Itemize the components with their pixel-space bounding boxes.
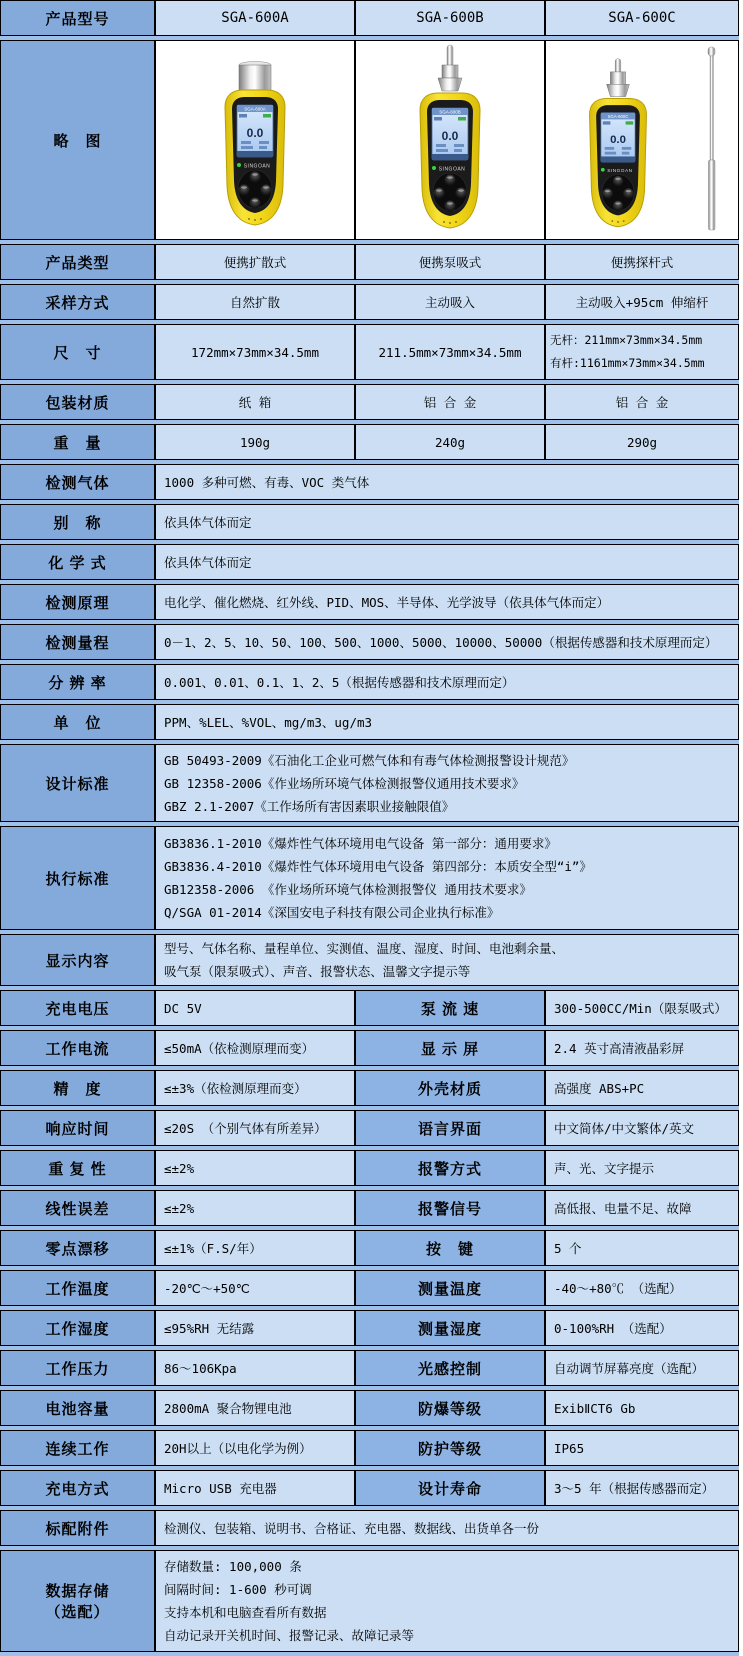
spec-value: 铝 合 金 bbox=[545, 384, 739, 420]
sensor-cap bbox=[239, 65, 271, 91]
screen-model-label: SGA-600C bbox=[607, 113, 629, 119]
spec-line: Q/SGA 01-2014《深国安电子科技有限公司企业执行标准》 bbox=[164, 905, 500, 920]
spec-value: 0-100%RH （选配） bbox=[545, 1310, 739, 1346]
row-label: 零点漂移 bbox=[0, 1230, 155, 1266]
spec-value: 20H以上（以电化学为例） bbox=[155, 1430, 355, 1466]
spec-value: ≤95%RH 无结露 bbox=[155, 1310, 355, 1346]
spec-value: ≤50mA（依检测原理而变） bbox=[155, 1030, 355, 1066]
spec-value: 纸 箱 bbox=[155, 384, 355, 420]
table-row bbox=[0, 40, 739, 240]
row-label: 充电方式 bbox=[0, 1470, 155, 1506]
table-row bbox=[0, 1070, 739, 1106]
screen-reading: 0.0 bbox=[246, 126, 264, 140]
spec-value: Micro USB 充电器 bbox=[155, 1470, 355, 1506]
row-label: 测量湿度 bbox=[355, 1310, 545, 1346]
row-label: 线性误差 bbox=[0, 1190, 155, 1226]
row-label: 连续工作 bbox=[0, 1430, 155, 1466]
model-name-c: SGA-600C bbox=[545, 0, 739, 36]
spec-value: ≤±2% bbox=[155, 1190, 355, 1226]
spec-value: ≤±3%（依检测原理而变） bbox=[155, 1070, 355, 1106]
row-label: 响应时间 bbox=[0, 1110, 155, 1146]
spec-value: 电化学、催化燃烧、红外线、PID、MOS、半导体、光学波导（依具体气体而定） bbox=[155, 584, 739, 620]
row-label: 设计标准 bbox=[0, 744, 155, 822]
table-row bbox=[0, 284, 739, 320]
spec-value: ExibⅡCT6 Gb bbox=[545, 1390, 739, 1426]
spec-value: 中文简体/中文繁体/英文 bbox=[545, 1110, 739, 1146]
telescopic-rod bbox=[708, 47, 715, 230]
spec-line: GB3836.1-2010《爆炸性气体环境用电气设备 第一部分：通用要求》 bbox=[164, 836, 557, 851]
table-row bbox=[0, 1430, 739, 1466]
spec-value: 300-500CC/Min（限泵吸式） bbox=[545, 990, 739, 1026]
row-label: 工作压力 bbox=[0, 1350, 155, 1386]
spec-value bbox=[155, 1550, 739, 1652]
spec-line: GB3836.4-2010《爆炸性气体环境用电气设备 第四部分：本质安全型“i”》 bbox=[164, 859, 592, 874]
screen-reading: 0.0 bbox=[441, 129, 459, 143]
row-label-line: 数据存储 bbox=[45, 1583, 110, 1600]
status-led bbox=[601, 168, 605, 172]
row-label: 语言界面 bbox=[355, 1110, 545, 1146]
table-row bbox=[0, 244, 739, 280]
row-label: 略 图 bbox=[0, 40, 155, 240]
spec-value: 2800mA 聚合物锂电池 bbox=[155, 1390, 355, 1426]
row-label: 外壳材质 bbox=[355, 1070, 545, 1106]
spec-value: IP65 bbox=[545, 1430, 739, 1466]
table-row bbox=[0, 1150, 739, 1186]
table-row bbox=[0, 324, 739, 380]
spec-line: GB 50493-2009《石油化工企业可燃气体和有毒气体检测报警设计规范》 bbox=[164, 752, 575, 768]
spec-line: 有杆:1161mm×73mm×34.5mm bbox=[550, 356, 705, 370]
row-label: 检测气体 bbox=[0, 464, 155, 500]
product-image-cell bbox=[355, 40, 545, 240]
screen-reading: 0.0 bbox=[610, 134, 626, 147]
table-row bbox=[0, 1350, 739, 1386]
product-image-cell bbox=[545, 40, 739, 240]
spec-value: -20℃～+50℃ bbox=[155, 1270, 355, 1306]
row-label: 电池容量 bbox=[0, 1390, 155, 1426]
row-label: 包装材质 bbox=[0, 384, 155, 420]
row-label: 工作电流 bbox=[0, 1030, 155, 1066]
table-row bbox=[0, 384, 739, 420]
spec-line: 支持本机和电脑查看所有数据 bbox=[164, 1605, 327, 1620]
row-label: 检测原理 bbox=[0, 584, 155, 620]
row-label: 泵 流 速 bbox=[355, 990, 545, 1026]
table-row bbox=[0, 1470, 739, 1506]
row-label: 标配附件 bbox=[0, 1510, 155, 1546]
row-label: 重 复 性 bbox=[0, 1150, 155, 1186]
spec-value: 便携扩散式 bbox=[155, 244, 355, 280]
spec-line: 无杆：211mm×73mm×34.5mm bbox=[550, 333, 703, 347]
spec-value: 便携泵吸式 bbox=[355, 244, 545, 280]
product-image-cell bbox=[155, 40, 355, 240]
spec-line: GB12358-2006 《作业场所环境气体检测报警仪 通用技术要求》 bbox=[164, 882, 532, 897]
table-row bbox=[0, 990, 739, 1026]
spec-value: 主动吸入 bbox=[355, 284, 545, 320]
table-row bbox=[0, 1510, 739, 1546]
table-row bbox=[0, 1390, 739, 1426]
spec-value: DC 5V bbox=[155, 990, 355, 1026]
row-label: 单 位 bbox=[0, 704, 155, 740]
screen-model-label: SGA-600B bbox=[439, 109, 461, 115]
spec-value: 依具体气体而定 bbox=[155, 544, 739, 580]
spec-value: 主动吸入+95cm 伸缩杆 bbox=[545, 284, 739, 320]
spec-value: 高低报、电量不足、故障 bbox=[545, 1190, 739, 1226]
table-row bbox=[0, 584, 739, 620]
spec-line: 吸气泵（限泵吸式）、声音、报警状态、温馨文字提示等 bbox=[164, 964, 471, 979]
spec-value: PPM、%LEL、%VOL、mg/m3、ug/m3 bbox=[155, 704, 739, 740]
spec-value bbox=[155, 744, 739, 822]
row-label: 报警方式 bbox=[355, 1150, 545, 1186]
spec-value: 240g bbox=[355, 424, 545, 460]
spec-value: 铝 合 金 bbox=[355, 384, 545, 420]
spec-value: 190g bbox=[155, 424, 355, 460]
row-label: 显 示 屏 bbox=[355, 1030, 545, 1066]
screen-model-label: SGA-600A bbox=[244, 106, 266, 112]
row-label: 化 学 式 bbox=[0, 544, 155, 580]
spec-value: 声、光、文字提示 bbox=[545, 1150, 739, 1186]
table-row bbox=[0, 424, 739, 460]
brand-label: SINGOAN bbox=[438, 166, 466, 173]
spec-value: 1000 多种可燃、有毒、VOC 类气体 bbox=[155, 464, 739, 500]
row-label: 显示内容 bbox=[0, 934, 155, 986]
spec-value: 3～5 年（根据传感器而定） bbox=[545, 1470, 739, 1506]
brand-label: SINGOAN bbox=[607, 169, 633, 175]
row-label: 执行标准 bbox=[0, 826, 155, 930]
model-name-b: SGA-600B bbox=[355, 0, 545, 36]
spec-line: 自动记录开关机时间、报警记录、故障记录等 bbox=[164, 1628, 415, 1643]
spec-line: GBZ 2.1-2007《工作场所有害因素职业接触限值》 bbox=[164, 798, 455, 814]
spec-value: 0－1、2、5、10、50、100、500、1000、5000、10000、50000（根据传感器和技术原理而定） bbox=[155, 624, 739, 660]
spec-value: 检测仪、包装箱、说明书、合格证、充电器、数据线、出货单各一份 bbox=[155, 1510, 739, 1546]
spec-line: 型号、气体名称、量程单位、实测值、温度、湿度、时间、电池剩余量、 bbox=[164, 941, 565, 956]
spec-value: 5 个 bbox=[545, 1230, 739, 1266]
row-label: 采样方式 bbox=[0, 284, 155, 320]
product-image-sga-600a bbox=[175, 43, 335, 237]
table-row bbox=[0, 1030, 739, 1066]
brand-label: SINGOAN bbox=[243, 163, 271, 170]
row-label: 设计寿命 bbox=[355, 1470, 545, 1506]
row-label: 检测量程 bbox=[0, 624, 155, 660]
spec-value: -40～+80℃ （选配） bbox=[545, 1270, 739, 1306]
spec-value: ≤20S （个别气体有所差异） bbox=[155, 1110, 355, 1146]
spec-value bbox=[155, 934, 739, 986]
model-name-a: SGA-600A bbox=[155, 0, 355, 36]
row-label: 重 量 bbox=[0, 424, 155, 460]
product-image-sga-600b bbox=[370, 43, 530, 237]
table-row bbox=[0, 826, 739, 930]
spec-value: 依具体气体而定 bbox=[155, 504, 739, 540]
row-label: 防护等级 bbox=[355, 1430, 545, 1466]
row-label: 别 称 bbox=[0, 504, 155, 540]
spec-value: 0.001、0.01、0.1、1、2、5（根据传感器和技术原理而定） bbox=[155, 664, 739, 700]
pump-probe bbox=[447, 45, 453, 67]
spec-value: 172mm×73mm×34.5mm bbox=[155, 324, 355, 380]
row-label: 报警信号 bbox=[355, 1190, 545, 1226]
product-image-sga-600c bbox=[548, 43, 736, 237]
spec-value: ≤±1%（F.S/年） bbox=[155, 1230, 355, 1266]
table-row bbox=[0, 1550, 739, 1652]
row-label: 测量温度 bbox=[355, 1270, 545, 1306]
spec-value bbox=[155, 826, 739, 930]
row-label: 产品型号 bbox=[0, 0, 155, 36]
spec-value: 290g bbox=[545, 424, 739, 460]
table-row bbox=[0, 664, 739, 700]
status-led bbox=[237, 163, 241, 167]
spec-line: 存储数量: 100,000 条 bbox=[164, 1559, 302, 1574]
spec-value: ≤±2% bbox=[155, 1150, 355, 1186]
table-row bbox=[0, 624, 739, 660]
spec-line: GB 12358-2006《作业场所环境气体检测报警仪通用技术要求》 bbox=[164, 775, 525, 791]
spec-value: 86～106Kpa bbox=[155, 1350, 355, 1386]
row-label-line: （选配） bbox=[45, 1604, 110, 1621]
spec-value: 高强度 ABS+PC bbox=[545, 1070, 739, 1106]
row-label: 防爆等级 bbox=[355, 1390, 545, 1426]
row-label: 光感控制 bbox=[355, 1350, 545, 1386]
table-row bbox=[0, 464, 739, 500]
table-row bbox=[0, 1310, 739, 1346]
row-label: 分 辨 率 bbox=[0, 664, 155, 700]
spec-value: 自动调节屏幕亮度（选配） bbox=[545, 1350, 739, 1386]
table-row bbox=[0, 1230, 739, 1266]
row-label: 产品类型 bbox=[0, 244, 155, 280]
row-label: 精 度 bbox=[0, 1070, 155, 1106]
status-led bbox=[432, 166, 436, 170]
row-label: 工作温度 bbox=[0, 1270, 155, 1306]
spec-value: 便携探杆式 bbox=[545, 244, 739, 280]
table-row bbox=[0, 704, 739, 740]
spec-value: 2.4 英寸高清液晶彩屏 bbox=[545, 1030, 739, 1066]
table-row bbox=[0, 1110, 739, 1146]
spec-value: 211.5mm×73mm×34.5mm bbox=[355, 324, 545, 380]
table-row bbox=[0, 544, 739, 580]
row-label: 尺 寸 bbox=[0, 324, 155, 380]
row-label bbox=[0, 1550, 155, 1652]
row-label: 工作湿度 bbox=[0, 1310, 155, 1346]
row-label: 按 键 bbox=[355, 1230, 545, 1266]
table-row bbox=[0, 1190, 739, 1226]
table-row bbox=[0, 744, 739, 822]
table-row bbox=[0, 0, 739, 36]
spec-value bbox=[545, 324, 739, 380]
table-row bbox=[0, 934, 739, 986]
spec-line: 间隔时间: 1-600 秒可调 bbox=[164, 1582, 312, 1597]
table-row bbox=[0, 504, 739, 540]
pump-probe bbox=[615, 59, 621, 74]
spec-value: 自然扩散 bbox=[155, 284, 355, 320]
table-row bbox=[0, 1270, 739, 1306]
row-label: 充电电压 bbox=[0, 990, 155, 1026]
